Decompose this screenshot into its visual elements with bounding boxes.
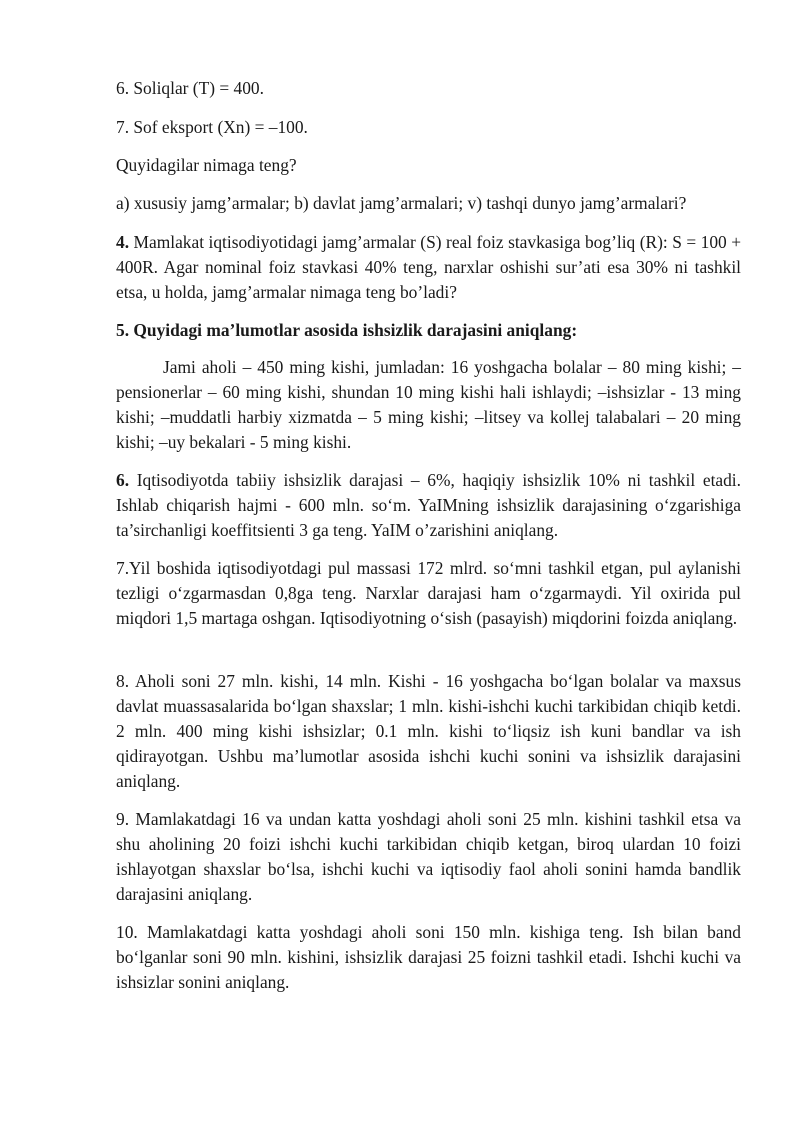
savollar-line: a) xususiy jamg’armalar; b) davlat jamg’armalari; v) tashqi dunyo jamg’armalari? [116,193,687,213]
problem-8: 8. Aholi soni 27 mln. kishi, 14 mln. Kishi - 16 yoshgacha bo‘lgan bolalar va maxsus davlat muassasalarida bo‘lgan shaxslar; 1 mln. kishi-ishchi kuchi tarkibidan chiqib ketdi. 2 mln. 400 ming kishi ishsizlar; 0.1 mln. kishi to‘liqsiz ish kuni bandlar va ish qidirayotgan. Ushbu ma’lumotlar asosida ishchi kuchi sonini va ishsizlik darajasini aniqlang. [116,671,741,791]
problem-4-number: 4. [116,232,130,252]
problem-10: 10. Mamlakatdagi katta yoshdagi aholi soni 150 mln. kishiga teng. Ish bilan band bo‘lganlar soni 90 mln. kishini, ishsizlik darajasi 25 foizni tashkil etadi. Ishchi kuchi va ishsizlar sonini aniqlang. [116,922,741,992]
problem-5-heading [116,318,741,343]
quyidagilar-line: Quyidagilar nimaga teng? [116,155,297,175]
problem-6 [116,468,741,543]
problem-5-text: Jami aholi – 450 ming kishi, jumladan: 16 yoshgacha bolalar – 80 ming kishi; –pensionerlar – 60 ming kishi, shundan 10 ming kishi hali ishlaydi; –ishsizlar - 13 ming kishi; –muddatli harbiy xizmatda – 5 ming kishi; –litsey va kollej talabalari – 20 ming kishi; –uy bekalari - 5 ming kishi. [116,357,741,452]
problem-6-number: 6. [116,470,130,490]
problem-4 [116,230,741,305]
sof-eksport-line: 7. Sof eksport (Xn) = –100. [116,117,308,137]
problem-5-number: 5 [116,320,125,340]
problem-4-text: Mamlakat iqtisodiyotidagi jamg’armalar (S) real foiz stavkasiga bog’liq (R): S = 100 + 400R. Agar nominal foiz stavkasi 40% teng, narxlar oshishi sur’ati esa 30% ni tashkil etsa, u holda, jamg’armalar nimaga teng bo’ladi? [116,232,741,302]
problem-6-text: Iqtisodiyotda tabiiy ishsizlik darajasi – 6%, haqiqiy ishsizlik 10% ni tashkil etadi. Ishlab chiqarish hajmi - 600 mln. so‘m. YaIMning ishsizlik darajasining o‘zgarishiga ta’sirchanligi koeffitsienti 3 ga teng. YaIM o’zarishini aniqlang. [116,470,741,540]
problem-7: 7.Yil boshida iqtisodiyotdagi pul massasi 172 mlrd. so‘mni tashkil etgan, pul aylanishi tezligi o‘zgarmasdan 0,8ga teng. Narxlar darajasi ham o‘zgarmaydi. Yil oxirida pul miqdori 1,5 martaga oshgan. Iqtisodiyotning o‘sish (pasayish) miqdorini foizda aniqlang. [116,558,741,628]
problem-5-title: . Quyidagi ma’lumotlar asosida ishsizlik darajasini aniqlang: [124,320,578,340]
soliqlar-line: 6. Soliqlar (T) = 400. [116,78,264,98]
problem-9: 9. Mamlakatdagi 16 va undan katta yoshdagi aholi soni 25 mln. kishini tashkil etsa va shu aholining 20 foizi ishchi kuchi tarkibidan chiqib ketgan, biroq ulardan 10 foizi ishlayotgan shaxslar bo‘lsa, ishchi kuchi va iqtisodiy faol aholi sonini hamda bandlik darajasini aniqlang. [116,809,741,904]
